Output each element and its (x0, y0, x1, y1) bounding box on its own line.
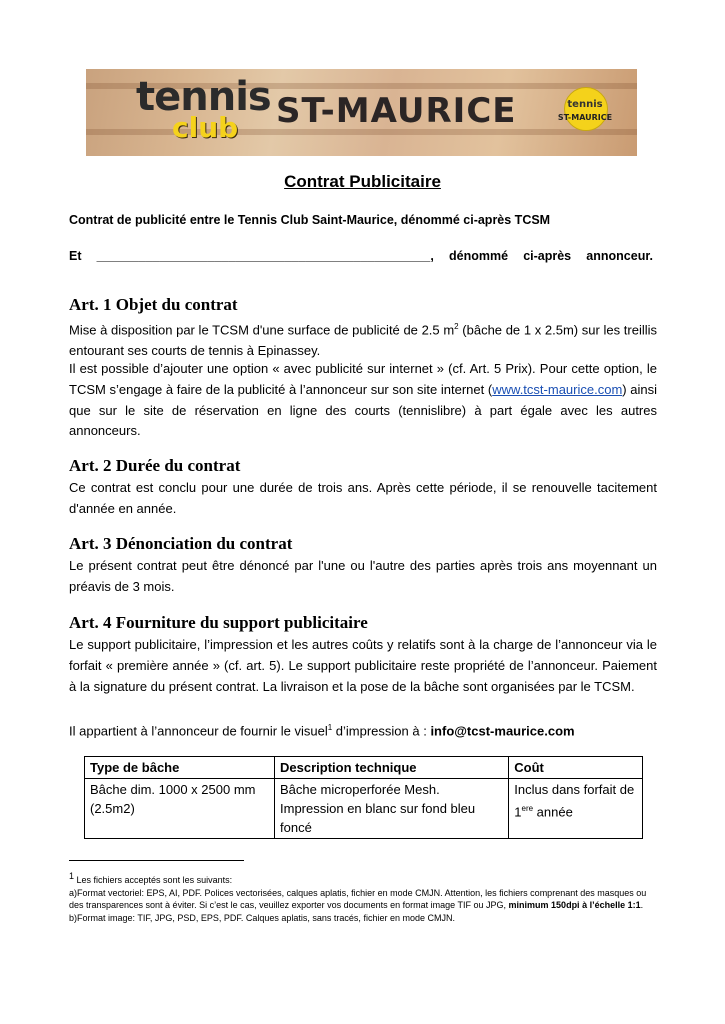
tarp-table (84, 756, 643, 839)
article-4-text: Le support publicitaire, l’impression et les autres coûts y relatifs sont à la charge de l’annonceur via le forfait « première année » (cf. art. 5). Le support publicitaire reste propriété de l’annonceur. Paiement à la signature du présent contrat. La livraison et la pose de la bâche sont organisées par le TCSM. (69, 637, 657, 694)
footnotes (69, 870, 657, 924)
logo-stmaurice-text: ST-MAURICE (276, 91, 517, 131)
advertiser-line (69, 249, 653, 263)
logo-club-text: club (172, 111, 239, 144)
logo-tennis-text: tennis (136, 74, 271, 120)
table-row (85, 779, 643, 839)
article-3-text: Le présent contrat peut être dénoncé par l'une ou l'autre des parties après trois ans moyennant un préavis de 3 mois. (69, 558, 657, 594)
table-header-row (85, 757, 643, 779)
badge-tennis-text: tennis (567, 99, 603, 110)
article-2-heading: Art. 2 Durée du contrat (69, 456, 241, 475)
badge-stmaurice-text: ST-MAURICE (557, 113, 613, 122)
contact-email: info@tcst-maurice.com (430, 723, 575, 739)
visual-instruction: Il appartient à l’annonceur de fournir le visuel$^1$ d’impression à : info@tcst-maurice.com (69, 723, 575, 739)
article-2-text: Ce contrat est conclu pour une durée de trois ans. Après cette période, il se renouvelle tacitement d'année en année. (69, 480, 657, 516)
article-4-heading: Art. 4 Fourniture du support publicitaire (69, 613, 368, 632)
et-label: Et (69, 249, 82, 263)
article-1-heading: Art. 1 Objet du contrat (69, 295, 238, 314)
table-cell-cost: Inclus dans forfait de 1ere année (509, 779, 643, 839)
article-1-paragraph-1: Mise à disposition par le TCSM d'une surface de publicité de 2.5 $m^2$ (bâche de 1 x 2.5m) sur les treillis entourant ses courts de tennis à Epinassey. (69, 322, 658, 359)
table-cell-type: Bâche dim. 1000 x 2500 mm (2.5m2) (85, 779, 275, 839)
website-link[interactable]: www.tcst-maurice.com (492, 381, 623, 397)
footnote-image-format: b)Format image: TIF, JPG, PSD, EPS, PDF. Calques aplatis, sans tracés, fichier en mode CMJN. (69, 912, 455, 923)
ci-apres-word: ci-après (523, 249, 572, 263)
header-banner (86, 69, 637, 156)
annonceur-word: annonceur. (586, 249, 653, 263)
table-header-description: Description technique (275, 757, 509, 779)
page-title: Contrat Publicitaire (284, 172, 441, 191)
article-1-paragraph-2: Il est possible d’ajouter une option « avec publicité sur internet » (cf. Art. 5 Prix). Pour cette option, le TCSM s’engage à faire de la publicité à l’annonceur sur son site internet (www.tcst-maurice.com) ainsi que sur le site de réservation en ligne des courts (tennislibre) à part égale avec les autres annonceurs. (69, 361, 657, 439)
article-3-heading: Art. 3 Dénonciation du contrat (69, 534, 293, 553)
footnote-vector-format: a)Format vectoriel: EPS, AI, PDF. Polices vectorisées, calques aplatis, fichier en mode CMJN. Attention, les fichiers comprenant des masques ou des transparences sont à éviter. Si c’est le cas, veuillez exporter vos documents en format image TIF ou JPG, minimum 150dpi à l’échelle 1:1. (69, 887, 647, 911)
denomme-word: dénommé (448, 249, 509, 263)
contract-intro: Contrat de publicité entre le Tennis Club Saint-Maurice, dénommé ci-après TCSM (69, 213, 551, 227)
advertiser-blank: ________________________________________________, (96, 249, 434, 263)
table-cell-description: Bâche microperforée Mesh. Impression en blanc sur fond bleu foncé (275, 779, 509, 839)
table-header-cost: Coût (509, 757, 643, 779)
table-header-type: Type de bâche (85, 757, 275, 779)
footnote-intro: 1 Les fichiers acceptés sont les suivants: (69, 871, 233, 885)
footnote-divider (69, 860, 244, 861)
